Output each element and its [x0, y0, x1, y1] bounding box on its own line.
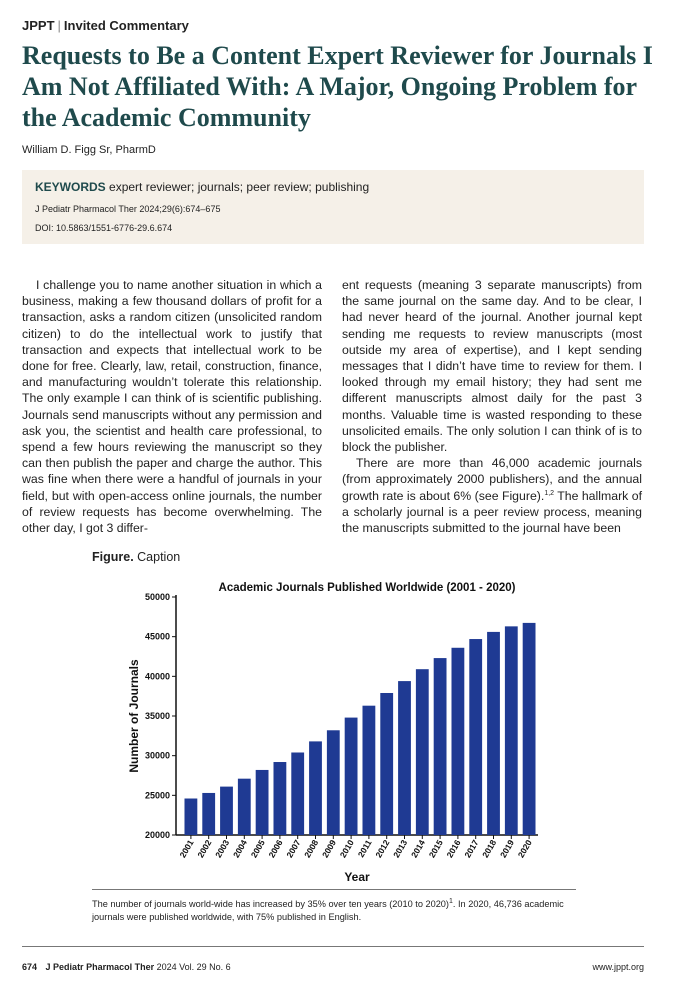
y-tick-label: 25000: [144, 790, 170, 801]
keywords-line: [35, 180, 369, 194]
x-tick-label: 2009: [319, 838, 339, 860]
x-tick-label: 2008: [302, 838, 321, 860]
bar: [291, 752, 304, 835]
y-tick-label: 20000: [144, 830, 170, 840]
paragraph-text: There are more than 46,000 academic journals (from approximately 2000 publishers), and the annual growth rate is about 6% (see Figure).: [342, 456, 642, 503]
body-paragraph: ent requests (meaning 3 separate manuscripts) from the same journal on the same day. And to be clear, I had never heard of the journal. Another journal kept sending me requests to review manuscripts (most outside my area of expertise), and I kept sending messages that I didn’t have time to review for them. I looked through my email history; they had sent me different manuscripts almost daily for the past 3 months. Valuable time is wasted responding to these unsolicited emails. The only solution I can think of is to block the publisher.: [342, 278, 642, 455]
x-tick-label: 2007: [284, 838, 303, 860]
x-tick-label: 2002: [195, 838, 214, 860]
bar: [238, 779, 251, 835]
x-tick-label: 2004: [230, 838, 250, 860]
figure-note: [92, 898, 576, 924]
bar: [345, 718, 358, 835]
x-tick-label: 2014: [408, 838, 428, 860]
bar: [487, 632, 500, 835]
chart-title: Academic Journals Published Worldwide (2001 - 2020): [218, 582, 516, 594]
body-paragraph: [342, 455, 642, 536]
x-tick-label: 2019: [497, 838, 517, 860]
footer-citation: [22, 962, 231, 972]
footer-divider: [22, 946, 644, 947]
footer-journal: J Pediatr Pharmacol Ther: [45, 962, 155, 972]
keywords-label: KEYWORDS: [35, 180, 106, 194]
body-column-left: [22, 277, 322, 536]
x-tick-label: 2015: [426, 838, 445, 860]
x-tick-label: 2005: [248, 838, 267, 860]
article-title: Requests to Be a Content Expert Reviewer for Journals I Am Not Affiliated With: A Major, Ongoing Problem for the Academic Community: [22, 41, 653, 132]
bar: [505, 626, 518, 835]
note-reference[interactable]: 1: [448, 897, 453, 905]
note-text: The number of journals world-wide has increased by 35% over ten years (2010 to 2020): [92, 899, 449, 909]
footer-issue: 2024 Vol. 29 No. 6: [156, 962, 231, 972]
y-tick-label: 30000: [144, 750, 170, 761]
x-tick-label: 2003: [213, 838, 232, 860]
keywords-box: [22, 170, 644, 244]
bar: [202, 793, 215, 835]
bar: [469, 639, 482, 835]
bar: [398, 681, 411, 835]
x-tick-label: 2006: [266, 838, 285, 860]
reference-superscript[interactable]: 1,2: [544, 489, 555, 497]
x-tick-label: 2011: [355, 838, 374, 859]
x-tick-label: 2017: [462, 838, 481, 860]
bar: [451, 648, 464, 835]
x-tick-label: 2020: [515, 838, 534, 860]
bar: [220, 787, 233, 835]
y-tick-label: 40000: [144, 671, 170, 682]
y-tick-label: 45000: [144, 631, 170, 642]
bar: [273, 762, 286, 835]
y-tick-label: 50000: [144, 592, 170, 602]
bar: [327, 730, 340, 835]
keywords-list: expert reviewer; journals; peer review; publishing: [109, 180, 370, 194]
bar: [434, 658, 447, 835]
x-axis-title: Year: [344, 870, 370, 884]
figure-caption-text: Caption: [137, 550, 181, 564]
y-axis-title: Number of Journals: [127, 659, 141, 773]
bar: [256, 770, 269, 835]
figure-label: Figure.: [92, 550, 134, 564]
footer-url[interactable]: www.jppt.org: [592, 962, 644, 972]
bar: [380, 693, 393, 835]
x-tick-label: 2001: [177, 838, 196, 860]
bar: [523, 623, 536, 835]
x-tick-label: 2012: [373, 838, 392, 860]
x-tick-label: 2010: [337, 838, 356, 860]
x-tick-label: 2016: [444, 838, 463, 860]
figure-caption: [92, 550, 180, 564]
figure-divider: [92, 889, 576, 890]
author-line: William D. Figg Sr, PharmD: [22, 144, 156, 156]
x-tick-label: 2013: [391, 838, 410, 860]
paragraph-text: The hallmark of a scholarly journal is a peer review process, meaning the manuscripts submitted to the journal have been: [342, 488, 642, 536]
doi-link[interactable]: DOI: 10.5863/1551-6776-29.6.674: [35, 223, 173, 233]
note-text: . In 2020, 46,736 academic journals were published worldwide, with 75% published in English.: [92, 899, 564, 922]
bar: [416, 669, 429, 835]
page-number: 674: [22, 962, 38, 972]
citation: J Pediatr Pharmacol Ther 2024;29(6):674–675: [35, 204, 221, 214]
journal-abbrev: JPPT: [22, 18, 55, 33]
journal-section-tag: [22, 18, 189, 33]
body-column-right: [342, 277, 642, 536]
tag-separator: |: [57, 18, 61, 33]
bar: [309, 741, 322, 835]
bar: [184, 799, 197, 835]
bar: [362, 706, 375, 835]
x-tick-label: 2018: [480, 838, 499, 860]
bar-chart: [120, 575, 550, 885]
article-type: Invited Commentary: [63, 18, 189, 33]
body-paragraph: I challenge you to name another situation in which a business, making a few thousand dollars of profit for a transaction, asks a random citizen (unsolicited random citizen) to do the intellectual work to justify that transaction and expects that intellectual work to be done for free. Clearly, law, retail, construction, finance, and manufacturing wouldn’t tolerate this relationship. The only example I can think of is scientific publishing. Journals send manuscripts without any permission and ask you, the scientist and health care professional, to spend a few hours reviewing the manuscript so they can then publish the paper and charge the author. This was fine when there were a handful of journals in your field, but with open-access online journals, the number of review requests has become overwhelming. The other day, I got 3 differ-: [22, 278, 322, 536]
y-tick-label: 35000: [144, 711, 170, 721]
